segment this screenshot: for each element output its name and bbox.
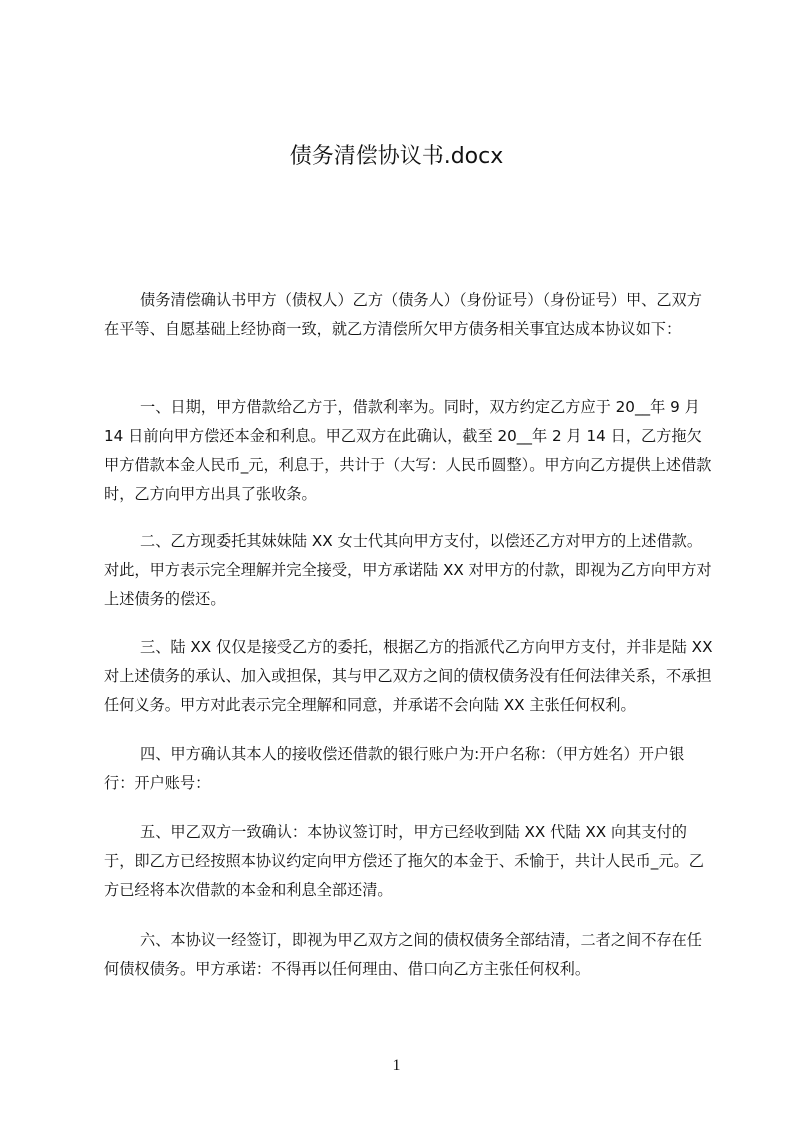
document-title: 债务清偿协议书.docx [289, 144, 504, 169]
preamble-paragraph: 债务清偿确认书甲方（债权人）乙方（债务人）（身份证号）（身份证号）甲、乙双方在平等、自愿基础上经协商一致，就乙方清偿所欠甲方债务相关事宜达成本协议如下： [104, 291, 702, 338]
clause-6-paragraph: 六、本协议一经签订，即视为甲乙双方之间的债权债务全部结清，二者之间不存在任何债权债务。甲方承诺：不得再以任何理由、借口向乙方主张任何权利。 [104, 931, 702, 978]
clause-3-paragraph: 三、陆 XX 仅仅是接受乙方的委托，根据乙方的指派代乙方向甲方支付，并非是陆 XX 对上述债务的承认、加入或担保，其与甲乙双方之间的债权债务没有任何法律关系，不承担任何义务。甲方对此表示完全理解和同意，并承诺不会向陆 XX 主张任何权利。 [104, 638, 713, 714]
page-number: 1 [392, 1057, 401, 1074]
clause-5-paragraph: 五、甲乙双方一致确认：本协议签订时，甲方已经收到陆 XX 代陆 XX 向其支付的于，即乙方已经按照本协议约定向甲方偿还了拖欠的本金于、禾愉于，共计人民币_元。乙方已经将本次借款的本金和利息全部还清。 [104, 823, 704, 899]
clause-4-paragraph: 四、甲方确认其本人的接收偿还借款的银行账户为:开户名称：（甲方姓名）开户银行：开户账号： [104, 745, 685, 792]
clause-1-paragraph: 一、日期，甲方借款给乙方于，借款利率为。同时，双方约定乙方应于 20__年 9 月 14 日前向甲方偿还本金和利息。甲乙双方在此确认，截至 20__年 2 月 14 日，乙方拖欠甲方借款本金人民币_元，利息于，共计于（大写：人民币圆整）。甲方向乙方提供上述借款时，乙方向甲方出具了张收条。 [104, 398, 712, 503]
clause-2-paragraph: 二、乙方现委托其妹妹陆 XX 女士代其向甲方支付，以偿还乙方对甲方的上述借款。对此，甲方表示完全理解并完全接受，甲方承诺陆 XX 对甲方的付款，即视为乙方向甲方对上述债务的偿还。 [104, 532, 712, 608]
